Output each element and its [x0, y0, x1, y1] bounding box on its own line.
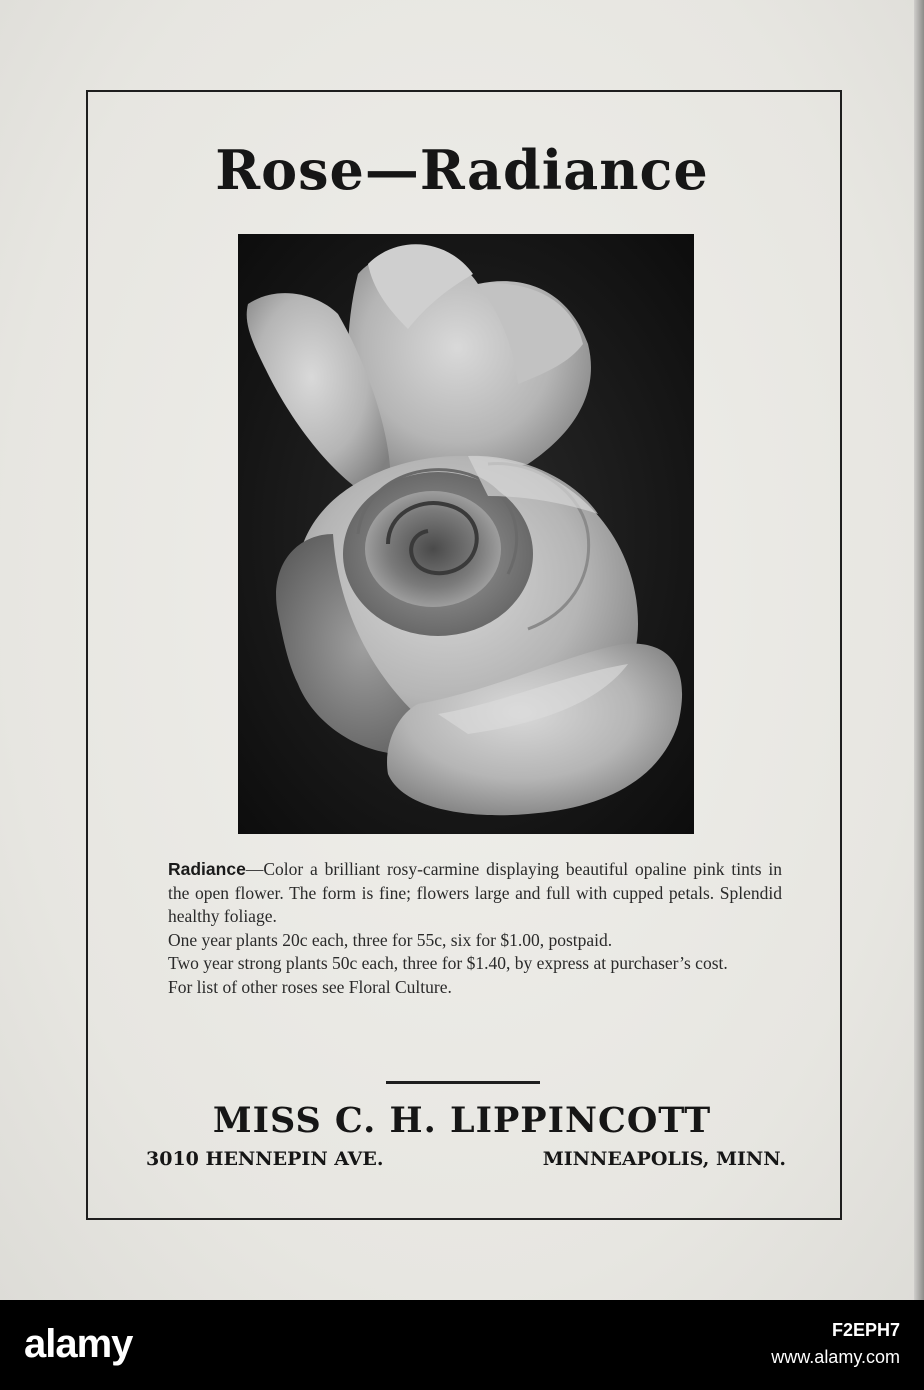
description-body: —Color a brilliant rosy-carmine displaying beautiful opaline pink tints in the open flower. The form is fine; flowers large and full with cupped petals. Splendid healthy foliage.: [168, 859, 782, 926]
price-two-year: Two year strong plants 50c each, three for $1.40, by express at purchaser’s cost.: [168, 953, 728, 973]
variety-name: Radiance: [168, 859, 246, 879]
image-code: F2EPH7: [831, 1320, 900, 1340]
rose-photograph: [238, 234, 694, 834]
rose-image: [238, 234, 694, 834]
more-roses-note: For list of other roses see Floral Culture.: [168, 976, 452, 997]
description-paragraph-1: [168, 858, 782, 929]
advertiser-name: MISS C. H. LIPPINCOTT: [212, 1100, 712, 1141]
footer-image-info: [771, 1320, 900, 1368]
price-one-year: One year plants 20c each, three for 55c, six for $1.00, postpaid.: [168, 929, 613, 950]
site-url: www.alamy.com: [771, 1347, 900, 1367]
footer-logo: alamy: [24, 1322, 133, 1366]
divider-rule: [386, 1081, 540, 1084]
description-text: [168, 858, 782, 999]
advertiser-address: [146, 1148, 786, 1170]
city-state: MINNEAPOLIS, MINN.: [542, 1148, 786, 1170]
ad-title: Rose—Radiance: [215, 138, 709, 202]
street-address: 3010 HENNEPIN AVE.: [146, 1148, 384, 1170]
